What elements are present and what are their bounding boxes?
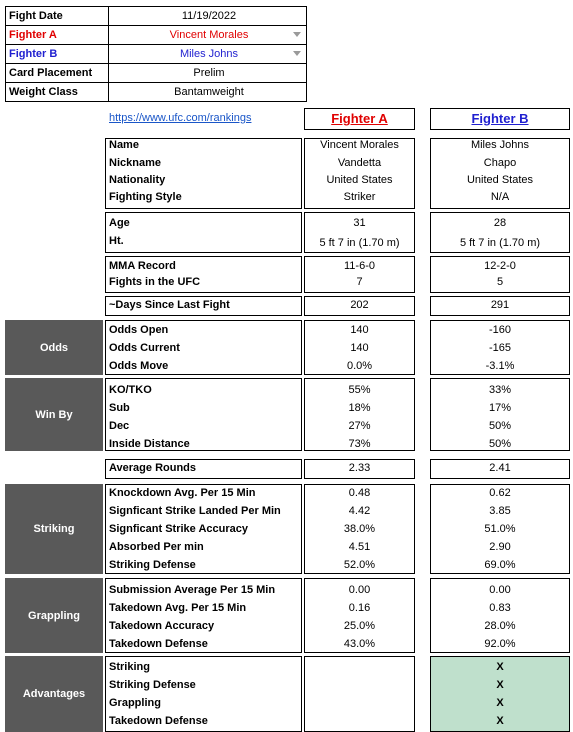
odds-label: Odds Move: [109, 360, 169, 372]
grappling-value-a: 0.00: [348, 584, 371, 596]
winby-fighter-b: [430, 378, 570, 451]
advantages-value-b: X: [496, 661, 504, 673]
profile-value-b: Miles Johns: [470, 139, 530, 151]
rounds-label: Average Rounds: [109, 462, 197, 474]
grappling-value-b: 0.83: [489, 602, 511, 614]
striking-value-b: 69.0%: [484, 559, 516, 571]
days-fighter-a: [304, 296, 415, 316]
striking-section-label: Striking: [5, 484, 103, 574]
days-label: ~Days Since Last Fight: [109, 299, 230, 311]
info-row-fighter-b: [6, 45, 307, 64]
striking-fighter-b: [430, 484, 570, 574]
grappling-value-a: 0.16: [348, 602, 371, 614]
profile-value-b: Chapo: [483, 157, 517, 169]
rounds-value-b: 2.41: [489, 462, 511, 474]
grappling-section-label: Grappling: [5, 578, 103, 653]
physical-value-b: 28: [493, 217, 507, 229]
profile-value-b: N/A: [490, 191, 510, 203]
chevron-down-icon[interactable]: [293, 51, 301, 56]
winby-label: Inside Distance: [109, 438, 190, 450]
winby-label: KO/TKO: [109, 384, 152, 396]
grappling-fighter-a: [304, 578, 415, 653]
advantages-value-b: X: [496, 715, 504, 727]
striking-labels: [105, 484, 302, 574]
advantages-labels: [105, 656, 302, 732]
days-value-a: 202: [350, 299, 369, 311]
advantages-label: Striking Defense: [109, 679, 196, 691]
record-fighter-b: [430, 256, 570, 293]
winby-value-a: 73%: [348, 438, 371, 450]
odds-value-a: 140: [350, 324, 369, 336]
striking-label: Striking Defense: [109, 559, 196, 571]
odds-labels: [105, 320, 302, 375]
advantages-fighter-b: [430, 656, 570, 732]
grappling-value-a: 25.0%: [343, 620, 376, 632]
record-value-a: 11-6-0: [344, 260, 375, 272]
striking-value-b: 2.90: [489, 541, 511, 553]
winby-value-a: 18%: [348, 402, 371, 414]
odds-value-b: -165: [488, 342, 512, 354]
winby-value-b: 17%: [488, 402, 512, 414]
physical-labels: [105, 212, 302, 253]
fighter-b-header: Fighter B: [430, 108, 570, 130]
striking-label: Knockdown Avg. Per 15 Min: [109, 487, 256, 499]
winby-value-b: 50%: [488, 438, 512, 450]
striking-value-a: 4.51: [348, 541, 371, 553]
striking-value-b: 0.62: [489, 487, 511, 499]
advantages-label: Striking: [109, 661, 150, 673]
physical-value-b: 5 ft 7 in (1.70 m): [459, 237, 541, 249]
info-row-fighter-a: [6, 26, 307, 45]
odds-fighter-a: [304, 320, 415, 375]
advantages-value-b: X: [496, 697, 504, 709]
striking-label: Absorbed Per min: [109, 541, 204, 553]
record-value-b: 12-2-0: [484, 260, 516, 272]
odds-label: Odds Open: [109, 324, 169, 336]
profile-value-a: Vandetta: [337, 157, 382, 169]
advantages-value-b: X: [496, 679, 504, 691]
days-labels: [105, 296, 302, 316]
fighter-a-dropdown[interactable]: [109, 26, 307, 45]
fighter-a-label: Fighter A: [6, 26, 109, 45]
record-fighter-a: [304, 256, 415, 293]
grappling-value-a: 43.0%: [343, 638, 376, 650]
weight-class-label: Weight Class: [6, 83, 109, 102]
winby-value-a: 55%: [348, 384, 371, 396]
card-placement-cell[interactable]: Prelim: [109, 64, 307, 83]
grappling-value-b: 92.0%: [484, 638, 516, 650]
fighter-b-dropdown[interactable]: [109, 45, 307, 64]
winby-labels: [105, 378, 302, 451]
profile-value-b: United States: [466, 174, 534, 186]
profile-label: Fighting Style: [109, 191, 182, 203]
striking-label: Signficant Strike Landed Per Min: [109, 505, 281, 517]
odds-value-b: -160: [488, 324, 512, 336]
profile-labels: [105, 138, 302, 209]
grappling-label: Takedown Accuracy: [109, 620, 215, 632]
card-placement-label: Card Placement: [6, 64, 109, 83]
striking-label: Signficant Strike Accuracy: [109, 523, 248, 535]
days-value-b: 291: [490, 299, 510, 311]
info-row-card-placement: [6, 64, 307, 83]
advantages-fighter-a: [304, 656, 415, 732]
profile-value-a: Striker: [343, 191, 376, 203]
winby-value-b: 50%: [488, 420, 512, 432]
rankings-link[interactable]: https://www.ufc.com/rankings: [109, 112, 252, 124]
physical-value-a: 5 ft 7 in (1.70 m): [319, 237, 400, 249]
striking-fighter-a: [304, 484, 415, 574]
fight-date-label: Fight Date: [6, 7, 109, 26]
advantages-label: Grappling: [109, 697, 161, 709]
striking-value-a: 52.0%: [343, 559, 376, 571]
odds-section-label: Odds: [5, 320, 103, 375]
fighter-a-value: Vincent Morales: [169, 29, 249, 41]
grappling-label: Submission Average Per 15 Min: [109, 584, 276, 596]
advantages-label: Takedown Defense: [109, 715, 208, 727]
profile-value-a: Vincent Morales: [320, 139, 399, 151]
profile-fighter-a: [304, 138, 415, 209]
striking-value-a: 0.48: [348, 487, 371, 499]
fight-info-table: [5, 6, 307, 102]
profile-label: Name: [109, 139, 139, 151]
winby-section-label: Win By: [5, 378, 103, 451]
odds-value-b: -3.1%: [485, 360, 515, 372]
physical-label: Age: [109, 217, 130, 229]
winby-label: Sub: [109, 402, 130, 414]
physical-value-a: 31: [353, 217, 366, 229]
striking-value-b: 3.85: [489, 505, 511, 517]
physical-fighter-a: [304, 212, 415, 253]
record-label: Fights in the UFC: [109, 276, 201, 288]
grappling-label: Takedown Defense: [109, 638, 208, 650]
grappling-value-b: 0.00: [489, 584, 511, 596]
chevron-down-icon[interactable]: [293, 32, 301, 37]
rounds-fighter-b: [430, 459, 570, 479]
profile-label: Nationality: [109, 174, 166, 186]
striking-value-b: 51.0%: [484, 523, 516, 535]
rounds-value-a: 2.33: [348, 462, 371, 474]
winby-label: Dec: [109, 420, 130, 432]
profile-value-a: United States: [326, 174, 393, 186]
record-label: MMA Record: [109, 260, 176, 272]
striking-value-a: 4.42: [348, 505, 371, 517]
info-row-weight-class: [6, 83, 307, 102]
fight-date-cell[interactable]: 11/19/2022: [109, 7, 307, 26]
days-fighter-b: [430, 296, 570, 316]
advantages-section-label: Advantages: [5, 656, 103, 732]
record-value-b: 5: [496, 276, 504, 288]
grappling-labels: [105, 578, 302, 653]
record-value-a: 7: [356, 276, 363, 288]
grappling-value-b: 28.0%: [484, 620, 516, 632]
info-row-fight-date: [6, 7, 307, 26]
fighter-b-label: Fighter B: [6, 45, 109, 64]
record-labels: [105, 256, 302, 293]
winby-value-a: 27%: [348, 420, 371, 432]
physical-fighter-b: [430, 212, 570, 253]
physical-label: Ht.: [109, 235, 124, 247]
fighter-b-value: Miles Johns: [179, 48, 239, 60]
profile-fighter-b: [430, 138, 570, 209]
weight-class-cell[interactable]: Bantamweight: [109, 83, 307, 102]
profile-label: Nickname: [109, 157, 161, 169]
odds-value-a: 0.0%: [346, 360, 373, 372]
grappling-label: Takedown Avg. Per 15 Min: [109, 602, 247, 614]
striking-value-a: 38.0%: [343, 523, 376, 535]
odds-value-a: 140: [350, 342, 369, 354]
grappling-fighter-b: [430, 578, 570, 653]
rounds-fighter-a: [304, 459, 415, 479]
winby-value-b: 33%: [488, 384, 512, 396]
winby-fighter-a: [304, 378, 415, 451]
rounds-labels: [105, 459, 302, 479]
odds-label: Odds Current: [109, 342, 180, 354]
fighter-a-header: Fighter A: [304, 108, 415, 130]
odds-fighter-b: [430, 320, 570, 375]
